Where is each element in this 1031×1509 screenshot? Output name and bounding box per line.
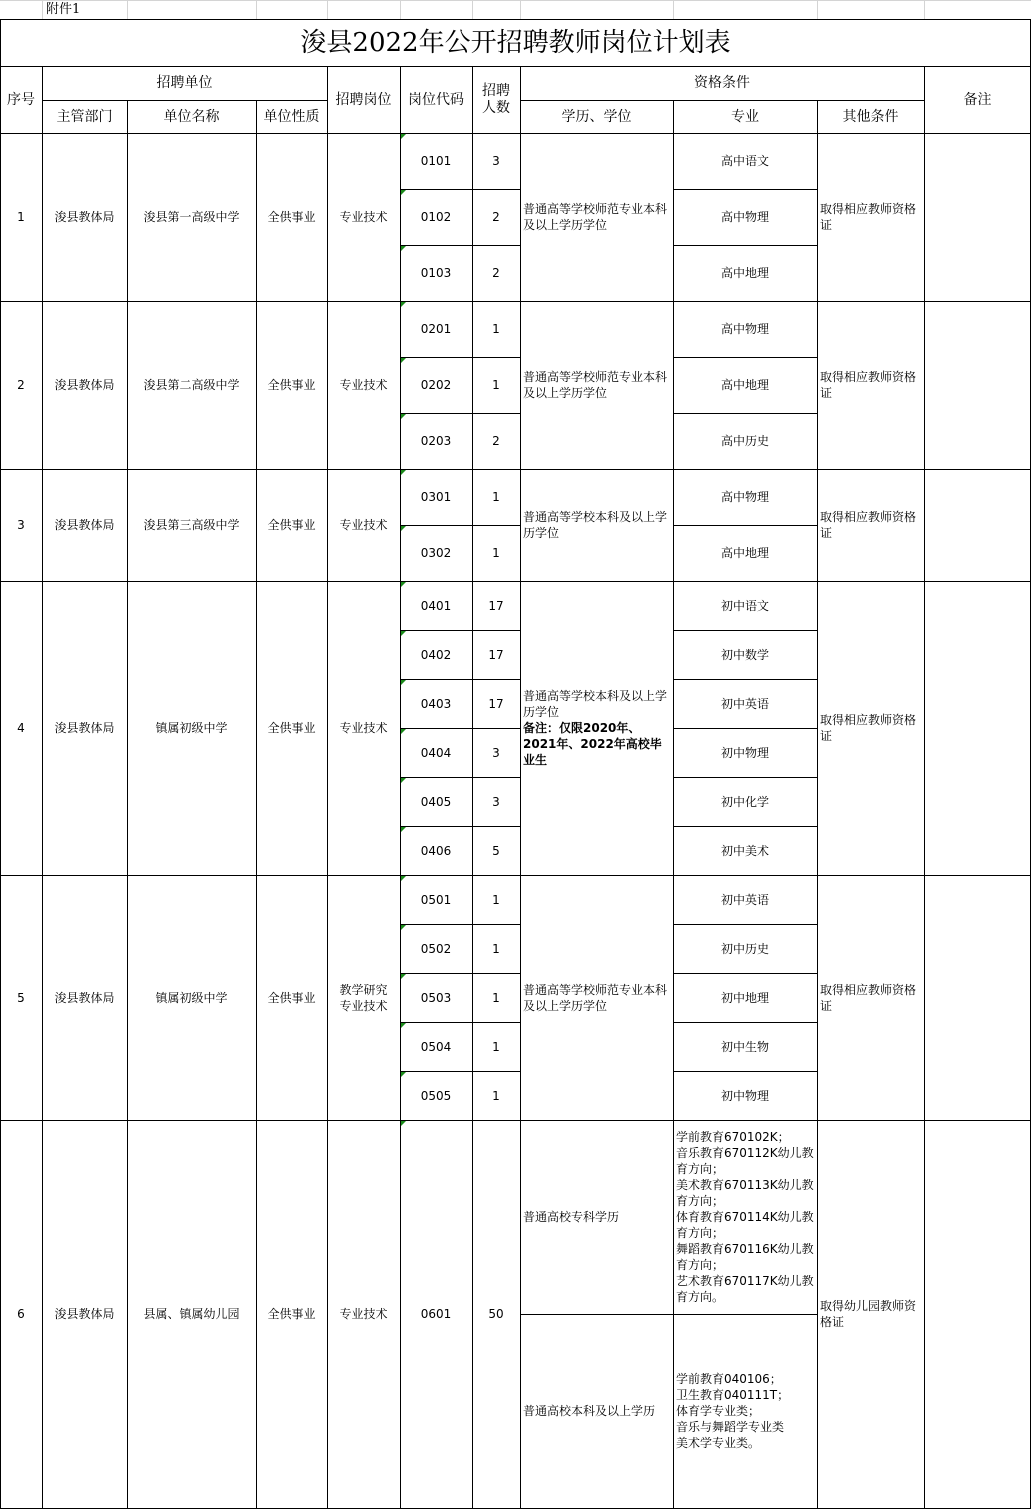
error-indicator-icon bbox=[401, 827, 406, 832]
unit-nature: 全供事业 bbox=[267, 721, 316, 735]
grid-line bbox=[817, 0, 818, 20]
grid-line bbox=[0, 0, 1031, 1]
seq-number: 3 bbox=[17, 518, 25, 532]
unit-name: 县属、镇属幼儿园 bbox=[143, 1307, 240, 1321]
unit-name: 镇属初级中学 bbox=[155, 721, 228, 735]
major-name: 高中地理 bbox=[720, 378, 769, 392]
position-name: 专业技术 bbox=[339, 518, 388, 532]
grid-line bbox=[520, 1314, 818, 1315]
remark-cell bbox=[924, 133, 1031, 301]
grid-line bbox=[127, 0, 128, 20]
major-name: 初中英语 bbox=[720, 892, 769, 907]
unit-nature: 全供事业 bbox=[267, 1307, 316, 1321]
recruit-count: 1 bbox=[492, 892, 500, 907]
header-remark: 备注 bbox=[963, 91, 992, 108]
dept-name: 浚县教体局 bbox=[54, 518, 115, 532]
major-name: 初中地理 bbox=[720, 990, 769, 1005]
recruit-count: 1 bbox=[492, 941, 500, 956]
recruit-count: 2 bbox=[492, 266, 500, 280]
major-name: 初中物理 bbox=[720, 1088, 769, 1103]
other-conditions: 取得幼儿园教师资格证 bbox=[820, 1299, 917, 1329]
unit-name: 浚县第三高级中学 bbox=[143, 518, 240, 532]
remark-cell bbox=[924, 301, 1031, 469]
header-major: 专业 bbox=[731, 108, 759, 125]
recruit-count: 1 bbox=[492, 490, 500, 504]
header-count: 招聘人数 bbox=[482, 82, 510, 116]
position-code: 0203 bbox=[420, 434, 452, 448]
grid-line bbox=[520, 0, 521, 20]
major-name: 初中生物 bbox=[720, 1039, 769, 1054]
unit-name: 镇属初级中学 bbox=[155, 990, 228, 1005]
unit-nature: 全供事业 bbox=[267, 990, 316, 1005]
grid-line bbox=[400, 0, 401, 20]
major-name: 初中英语 bbox=[720, 696, 769, 711]
recruit-count: 1 bbox=[492, 1088, 500, 1103]
error-indicator-icon bbox=[401, 582, 406, 587]
seq-number: 6 bbox=[17, 1307, 25, 1321]
other-conditions: 取得相应教师资格证 bbox=[820, 982, 917, 1013]
unit-name: 浚县第一高级中学 bbox=[143, 210, 240, 224]
major-name: 高中地理 bbox=[720, 266, 769, 280]
position-code: 0302 bbox=[420, 546, 452, 560]
recruit-count: 1 bbox=[492, 990, 500, 1005]
major-name: 高中物理 bbox=[720, 322, 769, 336]
error-indicator-icon bbox=[401, 729, 406, 734]
other-conditions: 取得相应教师资格证 bbox=[820, 713, 917, 743]
remark-cell bbox=[924, 581, 1031, 875]
position-code: 0301 bbox=[420, 490, 452, 504]
remark-cell bbox=[924, 875, 1031, 1120]
major-name: 初中物理 bbox=[720, 745, 769, 760]
major-list: 学前教育040106； 卫生教育040111T； 体育学专业类； 音乐与舞蹈学专业类 美术学专业类。 bbox=[676, 1372, 790, 1450]
recruit-count: 1 bbox=[492, 322, 500, 336]
position-code: 0102 bbox=[420, 210, 452, 224]
position-code: 0202 bbox=[420, 378, 452, 392]
position-name: 专业技术 bbox=[339, 721, 388, 735]
error-indicator-icon bbox=[401, 190, 406, 195]
major-name: 高中物理 bbox=[720, 490, 769, 504]
grid-line bbox=[472, 0, 473, 20]
header-unit-group: 招聘单位 bbox=[156, 75, 213, 91]
error-indicator-icon bbox=[401, 778, 406, 783]
position-code: 0501 bbox=[420, 892, 452, 907]
position-name: 专业技术 bbox=[339, 378, 388, 392]
major-name: 高中语文 bbox=[720, 154, 769, 168]
position-code: 0101 bbox=[420, 154, 452, 168]
seq-number: 5 bbox=[17, 990, 25, 1005]
grid-line bbox=[327, 0, 328, 20]
seq-number: 2 bbox=[17, 378, 25, 392]
education-requirement: 普通高等学校师范专业本科及以上学历学位 bbox=[523, 370, 668, 400]
error-indicator-icon bbox=[401, 526, 406, 531]
education-requirement: 普通高校本科及以上学历 bbox=[523, 1404, 656, 1418]
recruit-count: 17 bbox=[488, 598, 504, 613]
dept-name: 浚县教体局 bbox=[54, 378, 115, 392]
major-name: 高中地理 bbox=[720, 546, 769, 560]
major-name: 初中美术 bbox=[720, 843, 769, 858]
error-indicator-icon bbox=[401, 925, 406, 930]
position-code: 0505 bbox=[420, 1088, 452, 1103]
position-code: 0401 bbox=[420, 598, 452, 613]
dept-name: 浚县教体局 bbox=[54, 721, 115, 735]
header-code: 岗位代码 bbox=[408, 91, 464, 108]
major-name: 初中历史 bbox=[720, 941, 769, 956]
education-requirement: 普通高等学校本科及以上学历学位 bbox=[523, 510, 668, 540]
position-name: 专业技术 bbox=[339, 210, 388, 224]
recruit-count: 3 bbox=[492, 745, 500, 760]
education-requirement: 普通高等学校本科及以上学历学位 备注：仅限2020年、2021年、2022年高校毕业生 bbox=[523, 689, 668, 767]
other-conditions: 取得相应教师资格证 bbox=[820, 202, 917, 232]
education-requirement: 普通高等学校师范专业本科及以上学历学位 bbox=[523, 982, 668, 1013]
recruit-count: 17 bbox=[488, 647, 504, 662]
page-title: 浚县2022年公开招聘教师岗位计划表 bbox=[300, 27, 731, 58]
dept-name: 浚县教体局 bbox=[54, 1307, 115, 1321]
position-code: 0103 bbox=[420, 266, 452, 280]
major-name: 高中历史 bbox=[720, 434, 769, 448]
recruit-count: 5 bbox=[492, 843, 500, 858]
recruit-count: 1 bbox=[492, 1039, 500, 1054]
header-other: 其他条件 bbox=[842, 108, 899, 125]
error-indicator-icon bbox=[401, 246, 406, 251]
header-unit-nature: 单位性质 bbox=[263, 108, 320, 125]
recruit-count: 2 bbox=[492, 210, 500, 224]
error-indicator-icon bbox=[401, 1072, 406, 1077]
recruit-count: 1 bbox=[492, 546, 500, 560]
error-indicator-icon bbox=[401, 134, 406, 139]
position-code: 0402 bbox=[420, 647, 452, 662]
error-indicator-icon bbox=[401, 631, 406, 636]
recruit-count: 1 bbox=[492, 378, 500, 392]
position-code: 0406 bbox=[420, 843, 452, 858]
major-name: 初中语文 bbox=[720, 598, 769, 613]
position-code: 0502 bbox=[420, 941, 452, 956]
error-indicator-icon bbox=[401, 876, 406, 881]
position-code: 0405 bbox=[420, 794, 452, 809]
error-indicator-icon bbox=[401, 680, 406, 685]
unit-nature: 全供事业 bbox=[267, 210, 316, 224]
header-dept: 主管部门 bbox=[56, 108, 113, 125]
dept-name: 浚县教体局 bbox=[54, 990, 115, 1005]
other-conditions: 取得相应教师资格证 bbox=[820, 370, 917, 400]
error-indicator-icon bbox=[401, 358, 406, 363]
major-name: 高中物理 bbox=[720, 210, 769, 224]
error-indicator-icon bbox=[401, 1023, 406, 1028]
grid-line bbox=[256, 0, 257, 20]
header-unit-name: 单位名称 bbox=[163, 108, 220, 125]
grid-line bbox=[520, 100, 925, 101]
major-name: 初中化学 bbox=[720, 794, 769, 809]
error-indicator-icon bbox=[401, 414, 406, 419]
header-qual-group: 资格条件 bbox=[694, 75, 750, 91]
position-code: 0504 bbox=[420, 1039, 452, 1054]
header-seq: 序号 bbox=[7, 91, 35, 108]
error-indicator-icon bbox=[401, 1121, 406, 1126]
error-indicator-icon bbox=[401, 302, 406, 307]
header-position: 招聘岗位 bbox=[335, 91, 392, 108]
education-requirement: 普通高等学校师范专业本科及以上学历学位 bbox=[523, 202, 668, 232]
attachment-label: 附件1 bbox=[46, 1, 81, 17]
recruit-count: 3 bbox=[492, 794, 500, 809]
unit-nature: 全供事业 bbox=[267, 518, 316, 532]
dept-name: 浚县教体局 bbox=[54, 210, 115, 224]
seq-number: 4 bbox=[17, 721, 25, 735]
header-education: 学历、学位 bbox=[561, 108, 632, 125]
remark-cell bbox=[924, 469, 1031, 581]
major-list: 学前教育670102K； 音乐教育670112K幼儿教育方向； 美术教育670113K幼儿教育方向； 体育教育670114K幼儿教育方向； 舞蹈教育670116K幼儿教育方向； 艺术教育670117K幼儿教育方向。 bbox=[676, 1130, 814, 1304]
unit-nature: 全供事业 bbox=[267, 378, 316, 392]
seq-number: 1 bbox=[17, 210, 25, 224]
position-name: 专业技术 bbox=[339, 1307, 388, 1321]
recruit-count: 3 bbox=[492, 154, 500, 168]
position-code: 0201 bbox=[420, 322, 452, 336]
recruit-count: 17 bbox=[488, 696, 504, 711]
grid-line bbox=[924, 0, 925, 20]
grid-line bbox=[42, 100, 328, 101]
other-conditions: 取得相应教师资格证 bbox=[820, 510, 917, 540]
unit-name: 浚县第二高级中学 bbox=[143, 378, 240, 392]
position-code: 0503 bbox=[420, 990, 452, 1005]
error-indicator-icon bbox=[401, 974, 406, 979]
education-requirement: 普通高校专科学历 bbox=[523, 1210, 620, 1224]
recruit-count: 50 bbox=[488, 1307, 504, 1321]
error-indicator-icon bbox=[401, 470, 406, 475]
position-code: 0601 bbox=[420, 1307, 452, 1321]
position-code: 0403 bbox=[420, 696, 452, 711]
position-name: 教学研究专业技术 bbox=[339, 982, 388, 1013]
remark-cell bbox=[924, 1120, 1031, 1508]
recruit-count: 2 bbox=[492, 434, 500, 448]
position-code: 0404 bbox=[420, 745, 452, 760]
grid-line bbox=[673, 0, 674, 20]
major-name: 初中数学 bbox=[720, 647, 769, 662]
